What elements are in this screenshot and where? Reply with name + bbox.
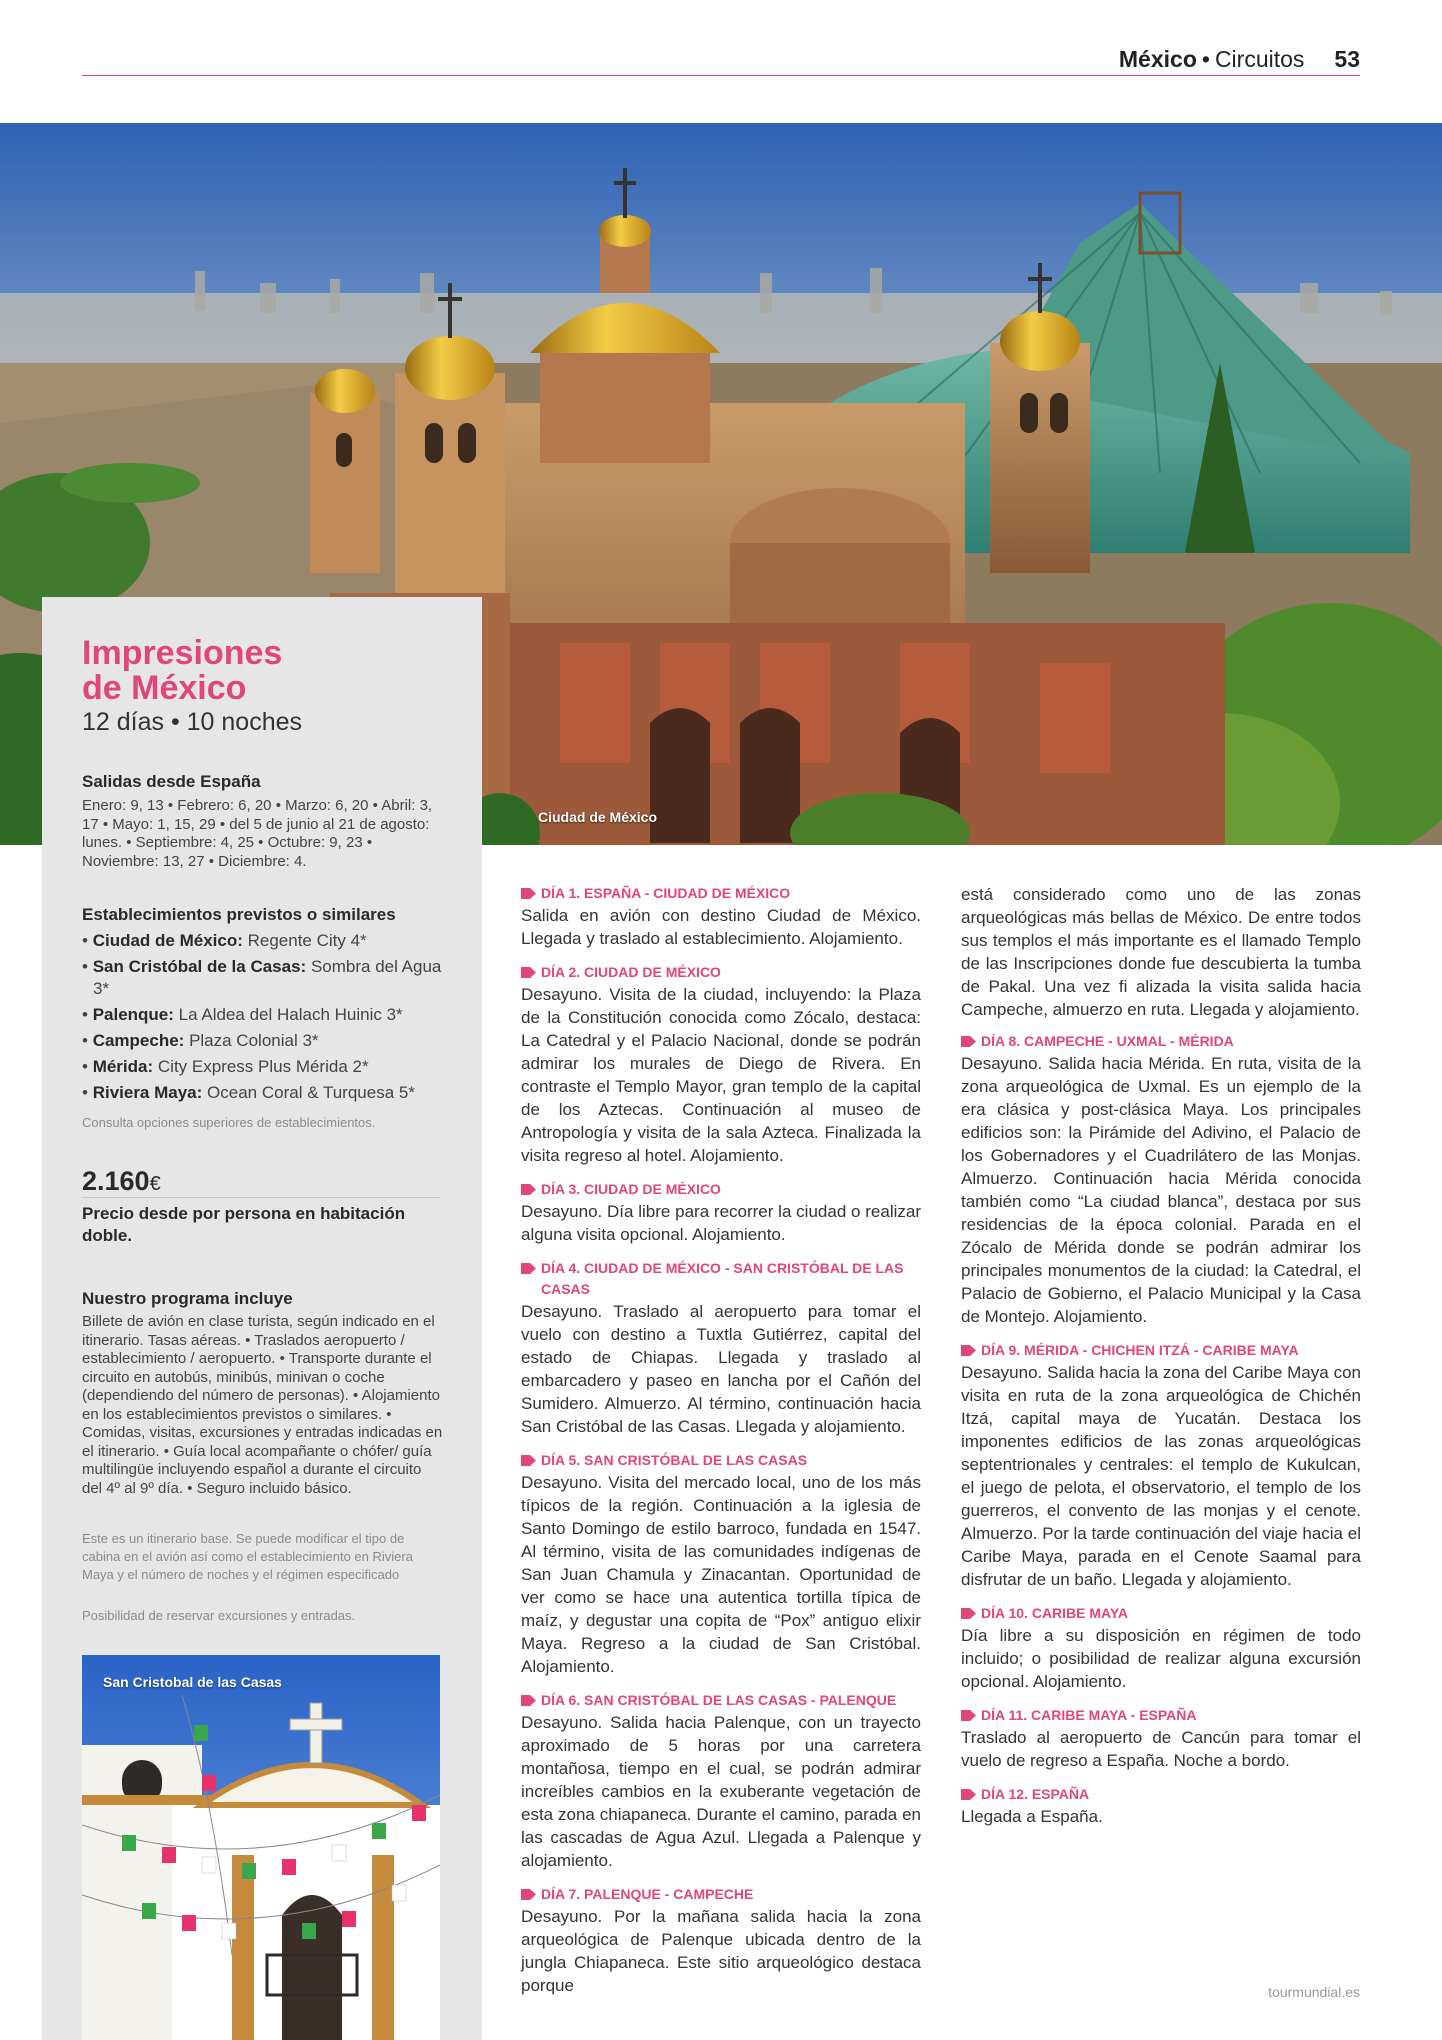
itinerary-day — [961, 1705, 1361, 1772]
trip-title — [82, 636, 442, 706]
arrow-icon — [961, 1789, 976, 1800]
day-text: Traslado al aeropuerto de Cancún para tomar el vuelo de regreso a España. Noche a bordo. — [961, 1728, 1361, 1770]
trip-title-line1: Impresiones — [82, 634, 283, 672]
footer-website[interactable]: tourmundial.es — [1268, 1984, 1360, 2000]
hotels-heading: Establecimientos previstos o similares — [82, 905, 396, 924]
price-currency: € — [149, 1173, 161, 1195]
day-heading — [521, 1450, 921, 1471]
itinerary-day — [961, 1603, 1361, 1693]
itinerary-column-2 — [961, 883, 1361, 1840]
hotel-city: Ciudad de México: — [92, 931, 243, 950]
arrow-icon — [521, 1184, 536, 1195]
hotel-city: Campeche: — [92, 1031, 185, 1050]
day-title: DÍA 7. PALENQUE - CAMPECHE — [541, 1886, 754, 1902]
price-description: Precio desde por persona en habitación doble. — [82, 1204, 406, 1245]
day-title: DÍA 3. CIUDAD DE MÉXICO — [541, 1181, 721, 1197]
hotel-city: Riviera Maya: — [92, 1083, 203, 1102]
day-heading — [521, 1179, 921, 1200]
hotel-name: Sombra del Agua 3* — [93, 957, 442, 998]
hotel-city: Palenque: — [92, 1005, 174, 1024]
day-text: Desayuno. Día libre para recorrer la ciudad o realizar alguna visita opcional. Alojamiento. — [521, 1202, 921, 1244]
itinerary-day — [521, 1258, 921, 1438]
includes-note: Este es un itinerario base. Se puede modificar el tipo de cabina en el avión así como el establecimiento en Riviera Maya y el número de noches y el régimen especificado — [82, 1531, 413, 1582]
arrow-icon — [521, 1695, 536, 1706]
itinerary-day — [521, 1179, 921, 1246]
arrow-icon — [521, 1889, 536, 1900]
hotel-name: Ocean Coral & Turquesa 5* — [207, 1083, 415, 1102]
hotels-note: Consulta opciones superiores de establecimientos. — [82, 1115, 376, 1130]
day-title: DÍA 9. MÉRIDA - CHICHEN ITZÁ - CARIBE MAYA — [981, 1342, 1299, 1358]
hotel-name: Plaza Colonial 3* — [189, 1031, 319, 1050]
header-country: México — [1118, 46, 1197, 72]
arrow-icon — [521, 1455, 536, 1466]
hotel-name: Regente City 4* — [247, 931, 367, 950]
day-text: Desayuno. Traslado al aeropuerto para tomar el vuelo con destino a Tuxtla Gutiérrez, capital del estado de Chiapas. Llegada y traslado al embarcadero y paseo en lancha por el Cañón del Sumidero. Almuerzo. Al término, continuación hacia San Cristóbal de las Casas. Llegada y alojamiento. — [521, 1302, 921, 1436]
day-heading — [961, 1784, 1361, 1805]
arrow-icon — [521, 967, 536, 978]
photo2-caption: San Cristobal de las Casas — [103, 1674, 282, 1690]
page-number: 53 — [1334, 46, 1360, 72]
departures-text: Enero: 9, 13 • Febrero: 6, 20 • Marzo: 6, 20 • Abril: 3, 17 • Mayo: 1, 15, 29 • del 5 de junio al 21 de agosto: lunes. • Septiembre: 4, 25 • Octubre: 9, 23 • Noviembre: 13, 27 • Diciembre: 4. — [82, 797, 433, 870]
day-title: DÍA 5. SAN CRISTÓBAL DE LAS CASAS — [541, 1452, 808, 1468]
hotel-name: La Aldea del Halach Huinic 3* — [178, 1005, 403, 1024]
arrow-icon — [961, 1036, 976, 1047]
trip-duration: 12 días • 10 noches — [82, 708, 303, 736]
itinerary-day — [521, 962, 921, 1167]
arrow-icon — [521, 1263, 536, 1274]
hotel-city: Mérida: — [92, 1057, 154, 1076]
arrow-icon — [961, 1345, 976, 1356]
arrow-icon — [961, 1710, 976, 1721]
day-heading — [961, 1031, 1361, 1052]
day-heading — [961, 1340, 1361, 1361]
day-text: Desayuno. Salida hacia la zona del Caribe Maya con visita en ruta de la zona arqueológica de Chichén Itzá, capital maya de Yucatán. Destaca los imponentes edificios de las zonas arqueológicas septentrionales y centrales: el templo de Kukulcan, el juego de pelota, el observatorio, el templo de los guerreros, el convento de las monjas y el cenote. Almuerzo. Por la tarde continuación del viaje hacia el Caribe Maya, parada en el Cenote Saamal para disfrutar de un baño. Llegada y alojamiento. — [961, 1363, 1361, 1589]
day-title: DÍA 2. CIUDAD DE MÉXICO — [541, 964, 721, 980]
trip-title-line2: de México — [82, 669, 247, 707]
day-heading — [961, 1603, 1361, 1624]
departures-heading: Salidas desde España — [82, 772, 261, 791]
itinerary-day — [961, 1031, 1361, 1328]
header-separator: • — [1201, 46, 1210, 72]
itinerary-day — [521, 1450, 921, 1678]
header-section: Circuitos — [1214, 46, 1305, 72]
church-illustration — [82, 1655, 440, 2040]
hotel-item: • Campeche: Plaza Colonial 3* — [82, 1031, 319, 1050]
san-cristobal-photo — [82, 1655, 440, 2040]
day-title: DÍA 6. SAN CRISTÓBAL DE LAS CASAS - PALENQUE — [541, 1692, 897, 1708]
price — [82, 1166, 442, 1197]
arrow-icon — [961, 1608, 976, 1619]
day-7-continuation: está considerado como uno de las zonas arqueológicas más bellas de México. De entre todos sus templos el más importante es el llamado Templo de las Inscripciones donde fue descubierta la tumba de Pakal. Una vez fi alizada la visita salida hacia Campeche, almuerzo en ruta. Llegada y alojamiento. — [961, 885, 1361, 1019]
hotel-item: • Riviera Maya: Ocean Coral & Turquesa 5* — [82, 1083, 415, 1102]
day-heading — [521, 1690, 921, 1711]
day-text: Llegada a España. — [961, 1807, 1103, 1826]
itinerary-day — [521, 883, 921, 950]
hotels-list — [82, 930, 442, 1108]
hotel-item: • Ciudad de México: Regente City 4* — [82, 931, 367, 950]
excursions-note: Posibilidad de reservar excursiones y entradas. — [82, 1608, 356, 1623]
day-heading — [521, 1258, 921, 1300]
hotel-city: San Cristóbal de la Casas: — [92, 957, 307, 976]
day-text: Día libre a su disposición en régimen de todo incluido; o posibilidad de realizar alguna excursión opcional. Alojamiento. — [961, 1626, 1361, 1691]
price-amount: 2.160 — [82, 1166, 150, 1196]
hotel-item: • San Cristóbal de la Casas: Sombra del Agua 3* — [82, 957, 442, 998]
day-title: DÍA 10. CARIBE MAYA — [981, 1605, 1129, 1621]
day-title: DÍA 1. ESPAÑA - CIUDAD DE MÉXICO — [541, 885, 791, 901]
hotel-item: • Mérida: City Express Plus Mérida 2* — [82, 1057, 369, 1076]
day-heading — [521, 883, 921, 904]
day-text: Desayuno. Visita de la ciudad, incluyendo: la Plaza de la Constitución conocida como Zócalo, destaca: La Catedral y el Palacio Nacional, donde se podrán admirar los murales de Diego de Rivera. En contraste el Templo Mayor, gran templo de la capital de los Aztecas. Continuación al museo de Antropología y visita de la sala Azteca. Finalizada la visita regreso al hotel. Alojamiento. — [521, 985, 921, 1165]
day-text: Salida en avión con destino Ciudad de México. Llegada y traslado al establecimiento. Alojamiento. — [521, 906, 921, 948]
itinerary-column-1 — [521, 883, 921, 2009]
includes-text: Billete de avión en clase turista, según indicado en el itinerario. Tasas aéreas. • Traslados aeropuerto / establecimiento / aeropuerto. • Transporte durante el circuito en autobús, minibús, minivan o coche (dependiendo del número de personas). • Alojamiento en los establecimientos previstos o similares. • Comidas, visitas, excursiones y entradas indicadas en el itinerario. • Guía local acompañante o chófer/ guía multilingüe incluyendo español a durante el circuito del 4º al 9º día. • Seguro incluido básico. — [82, 1313, 443, 1497]
itinerary-day — [961, 1340, 1361, 1591]
header-title — [1119, 46, 1360, 73]
day-title: DÍA 4. CIUDAD DE MÉXICO - SAN CRISTÓBAL DE LAS CASAS — [541, 1260, 904, 1297]
day-heading — [961, 1705, 1361, 1726]
itinerary-day — [961, 1784, 1361, 1828]
itinerary-day — [521, 1884, 921, 1997]
day-title: DÍA 12. ESPAÑA — [981, 1786, 1090, 1802]
page-header — [82, 44, 1360, 76]
hotel-item: • Palenque: La Aldea del Halach Huinic 3* — [82, 1005, 403, 1024]
day-text: Desayuno. Visita del mercado local, uno de los más típicos de la región. Continuación a la iglesia de Santo Domingo de estilo barroco, fundada en 1547. Al término, visita de las comunidades indígenas de San Juan Chamula y Zinacantan. Oportunidad de ver como se hace una autentica tortilla típica de maíz, y degustar una copita de “Pox” antiguo elixir Maya. Regreso a la ciudad de San Cristóbal. Alojamiento. — [521, 1473, 921, 1676]
arrow-icon — [521, 888, 536, 899]
hero-caption: Ciudad de México — [538, 809, 658, 825]
day-title: DÍA 8. CAMPECHE - UXMAL - MÉRIDA — [981, 1033, 1234, 1049]
hotel-name: City Express Plus Mérida 2* — [157, 1057, 369, 1076]
day-text: Desayuno. Por la mañana salida hacia la zona arqueológica de Palenque ubicada dentro de la jungla Chiapaneca. Este sitio arqueológico destaca porque — [521, 1907, 921, 1995]
day-heading — [521, 962, 921, 983]
day-text: Desayuno. Salida hacia Mérida. En ruta, visita de la zona arqueológica de Uxmal. Es un ejemplo de la era clásica y post-clásica Maya. Los principales edificios son: la Pirámide del Adivino, el Palacio de los Gobernadores y el Cuadrilátero de las Monjas. Almuerzo. Continuación hacia Mérida conocida también como “La ciudad blanca”, destaca por sus residencias de la época colonial. Parada en el Zócalo de Mérida donde se podrán admirar los principales monumentos de la ciudad: la Catedral, el Palacio de Gobierno, el Palacio Municipal y la Casa de Montejo. Alojamiento. — [961, 1054, 1361, 1326]
price-divider — [82, 1197, 440, 1198]
includes-heading: Nuestro programa incluye — [82, 1289, 293, 1308]
day-heading — [521, 1884, 921, 1905]
day-text: Desayuno. Salida hacia Palenque, con un trayecto aproximado de 5 horas por una carretera montañosa, tiempo en el cual, se podrán admirar increíbles cambios en la exuberante vegetación de esta zona chiapaneca. Durante el camino, parada en las cascadas de Agua Azul. Llegada a Palenque y alojamiento. — [521, 1713, 921, 1870]
itinerary-day — [521, 1690, 921, 1872]
day-title: DÍA 11. CARIBE MAYA - ESPAÑA — [981, 1707, 1197, 1723]
